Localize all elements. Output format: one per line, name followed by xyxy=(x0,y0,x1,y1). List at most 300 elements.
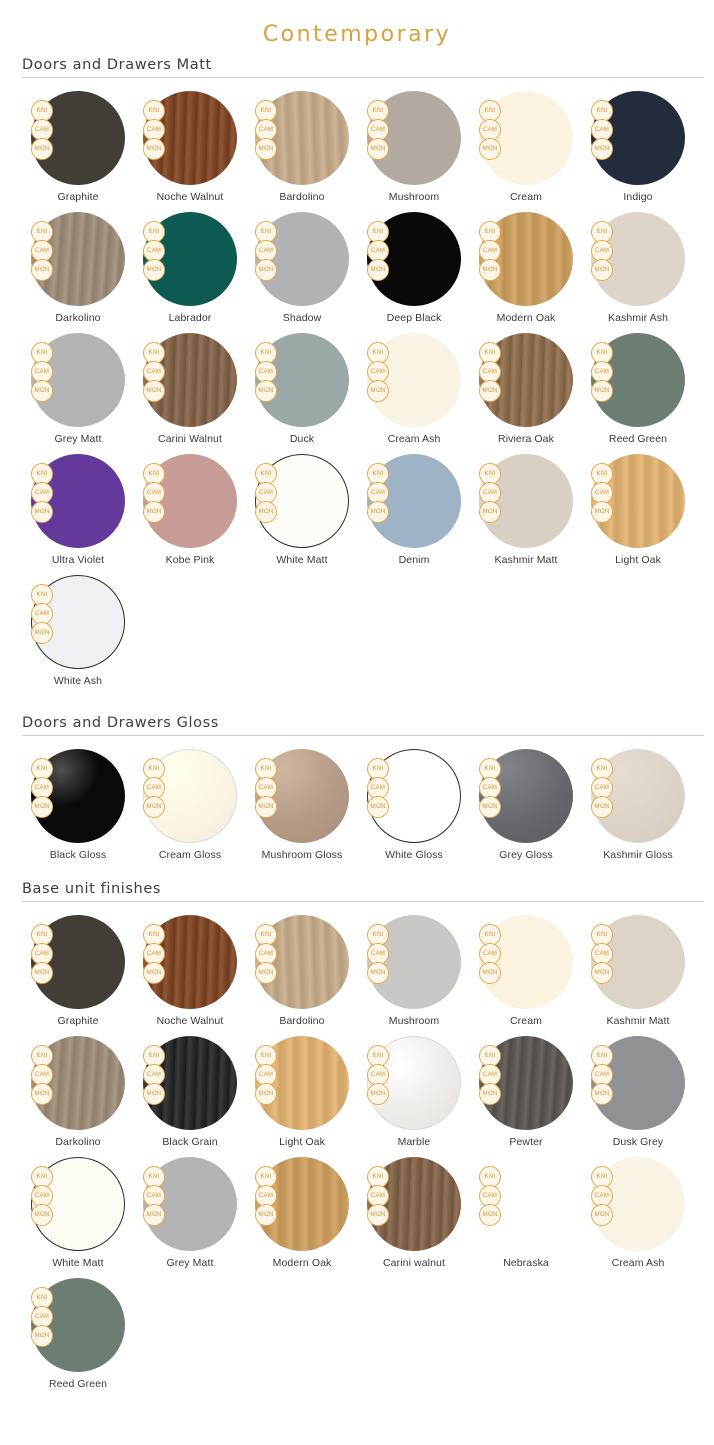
certification-badges xyxy=(137,221,171,278)
swatch-label: Cream Ash xyxy=(611,1257,665,1269)
badge-mon-icon: MON xyxy=(367,501,389,523)
swatch-label: Black Grain xyxy=(162,1136,218,1148)
swatch-item[interactable] xyxy=(246,1152,358,1269)
badge-kni-icon: KNI xyxy=(591,1166,613,1188)
badge-cam-icon: CAM xyxy=(31,1306,53,1328)
badge-mon-icon: MON xyxy=(255,1083,277,1105)
swatch-item[interactable] xyxy=(358,328,470,445)
swatch-disc-wrap xyxy=(474,86,578,190)
badge-cam-icon: CAM xyxy=(479,943,501,965)
certification-badges xyxy=(249,342,283,399)
certification-badges xyxy=(361,1166,395,1223)
badge-cam-icon: CAM xyxy=(31,1064,53,1086)
certification-badges xyxy=(137,342,171,399)
badge-kni-icon: KNI xyxy=(591,924,613,946)
swatch-disc-wrap xyxy=(250,1152,354,1256)
badge-kni-icon: KNI xyxy=(591,463,613,485)
badge-kni-icon: KNI xyxy=(31,584,53,606)
swatch-label: Cream xyxy=(509,191,542,203)
swatch-disc-wrap xyxy=(250,744,354,848)
badge-kni-icon: KNI xyxy=(591,100,613,122)
swatch-label: Shadow xyxy=(282,312,322,324)
badge-kni-icon: KNI xyxy=(591,342,613,364)
swatch-label: Marble xyxy=(397,1136,431,1148)
badge-cam-icon: CAM xyxy=(31,240,53,262)
swatch-disc-wrap xyxy=(26,910,130,1014)
swatch-disc-wrap xyxy=(362,328,466,432)
badge-kni-icon: KNI xyxy=(255,758,277,780)
swatch-disc-wrap xyxy=(138,449,242,553)
swatch-item[interactable] xyxy=(358,207,470,324)
certification-badges xyxy=(249,100,283,157)
badge-kni-icon: KNI xyxy=(367,342,389,364)
badge-kni-icon: KNI xyxy=(591,1045,613,1067)
badge-mon-icon: MON xyxy=(591,259,613,281)
swatch-item[interactable] xyxy=(470,744,582,861)
swatch-label: Reed Green xyxy=(48,1378,108,1390)
certification-badges xyxy=(137,463,171,520)
swatch-item[interactable] xyxy=(134,207,246,324)
swatch-disc-wrap xyxy=(138,1031,242,1135)
section-heading xyxy=(22,51,704,78)
swatch-label: Modern Oak xyxy=(496,312,556,324)
badge-cam-icon: CAM xyxy=(367,1185,389,1207)
badge-cam-icon: CAM xyxy=(255,361,277,383)
swatch-disc-wrap xyxy=(250,910,354,1014)
section-base-unit-finishes xyxy=(0,875,714,1394)
swatch-disc-wrap xyxy=(362,207,466,311)
swatch-disc-wrap xyxy=(474,207,578,311)
swatch-label: Noche Walnut xyxy=(156,191,224,203)
certification-badges xyxy=(585,221,619,278)
badge-cam-icon: CAM xyxy=(367,1064,389,1086)
swatch-label: Denim xyxy=(398,554,430,566)
badge-kni-icon: KNI xyxy=(143,221,165,243)
badge-cam-icon: CAM xyxy=(255,119,277,141)
section-doors-drawers-matt xyxy=(0,51,714,691)
swatch-disc-wrap xyxy=(250,207,354,311)
badge-mon-icon: MON xyxy=(479,962,501,984)
badge-kni-icon: KNI xyxy=(255,221,277,243)
swatch-disc-wrap xyxy=(26,570,130,674)
swatch-label: Carini walnut xyxy=(383,1257,445,1269)
swatch-disc-wrap xyxy=(250,1031,354,1135)
swatch-disc-wrap xyxy=(474,328,578,432)
section-heading-text: Doors and Drawers Gloss xyxy=(22,715,225,731)
certification-badges xyxy=(585,924,619,981)
swatch-disc-wrap xyxy=(26,207,130,311)
swatch-item[interactable] xyxy=(582,910,694,1027)
badge-cam-icon: CAM xyxy=(367,361,389,383)
badge-cam-icon: CAM xyxy=(143,119,165,141)
swatch-item[interactable] xyxy=(470,207,582,324)
swatch-item[interactable] xyxy=(470,1031,582,1148)
swatch-disc-wrap xyxy=(26,1273,130,1377)
swatch-item[interactable] xyxy=(134,328,246,445)
certification-badges xyxy=(25,1287,59,1344)
badge-kni-icon: KNI xyxy=(255,463,277,485)
swatch-item[interactable] xyxy=(246,1031,358,1148)
swatch-item[interactable] xyxy=(470,1152,582,1269)
badge-mon-icon: MON xyxy=(255,962,277,984)
badge-mon-icon: MON xyxy=(479,380,501,402)
swatch-disc-wrap xyxy=(250,449,354,553)
certification-badges xyxy=(25,342,59,399)
swatch-disc-wrap xyxy=(250,328,354,432)
badge-cam-icon: CAM xyxy=(143,1185,165,1207)
badge-kni-icon: KNI xyxy=(367,1045,389,1067)
swatch-item[interactable] xyxy=(134,910,246,1027)
section-heading-text: Base unit finishes xyxy=(22,881,167,897)
swatch-item[interactable] xyxy=(22,1152,134,1269)
badge-cam-icon: CAM xyxy=(591,1185,613,1207)
badge-kni-icon: KNI xyxy=(367,1166,389,1188)
swatch-item[interactable] xyxy=(22,207,134,324)
badge-mon-icon: MON xyxy=(255,259,277,281)
swatch-item[interactable] xyxy=(246,744,358,861)
certification-badges xyxy=(585,342,619,399)
swatch-label: Cream Gloss xyxy=(158,849,222,861)
certification-badges xyxy=(585,1045,619,1102)
swatch-item[interactable] xyxy=(134,86,246,203)
badge-cam-icon: CAM xyxy=(143,240,165,262)
badge-mon-icon: MON xyxy=(591,501,613,523)
badge-cam-icon: CAM xyxy=(143,482,165,504)
badge-kni-icon: KNI xyxy=(591,221,613,243)
swatch-label: Kashmir Matt xyxy=(494,554,558,566)
badge-kni-icon: KNI xyxy=(31,1045,53,1067)
badge-mon-icon: MON xyxy=(255,501,277,523)
badge-cam-icon: CAM xyxy=(255,943,277,965)
swatch-item[interactable] xyxy=(470,449,582,566)
badge-mon-icon: MON xyxy=(255,1204,277,1226)
certification-badges xyxy=(361,463,395,520)
section-heading xyxy=(22,875,704,902)
swatch-item[interactable] xyxy=(22,910,134,1027)
badge-kni-icon: KNI xyxy=(367,221,389,243)
certification-badges xyxy=(25,1166,59,1223)
swatch-label: Pewter xyxy=(509,1136,543,1148)
section-doors-drawers-gloss xyxy=(0,709,714,865)
swatch-item[interactable] xyxy=(582,744,694,861)
swatch-item[interactable] xyxy=(358,1031,470,1148)
certification-badges xyxy=(25,100,59,157)
swatch-item[interactable] xyxy=(22,1031,134,1148)
swatch-item[interactable] xyxy=(582,1152,694,1269)
badge-kni-icon: KNI xyxy=(479,221,501,243)
badge-mon-icon: MON xyxy=(255,138,277,160)
swatch-disc-wrap xyxy=(474,1031,578,1135)
swatch-label: Graphite xyxy=(57,1015,99,1027)
swatch-item[interactable] xyxy=(246,328,358,445)
swatch-label: Labrador xyxy=(168,312,212,324)
badge-mon-icon: MON xyxy=(143,1083,165,1105)
swatch-item[interactable] xyxy=(134,1031,246,1148)
badge-mon-icon: MON xyxy=(479,796,501,818)
badge-kni-icon: KNI xyxy=(367,463,389,485)
swatch-item[interactable] xyxy=(358,1152,470,1269)
certification-badges xyxy=(137,924,171,981)
badge-mon-icon: MON xyxy=(143,138,165,160)
badge-mon-icon: MON xyxy=(143,501,165,523)
certification-badges xyxy=(585,758,619,815)
badge-kni-icon: KNI xyxy=(31,463,53,485)
badge-mon-icon: MON xyxy=(255,380,277,402)
certification-badges xyxy=(249,758,283,815)
certification-badges xyxy=(361,1045,395,1102)
badge-kni-icon: KNI xyxy=(31,1287,53,1309)
badge-mon-icon: MON xyxy=(143,962,165,984)
swatch-label: Bardolino xyxy=(279,1015,325,1027)
certification-badges xyxy=(249,1166,283,1223)
swatch-disc-wrap xyxy=(138,328,242,432)
badge-mon-icon: MON xyxy=(591,962,613,984)
swatch-disc-wrap xyxy=(138,1152,242,1256)
swatch-item[interactable] xyxy=(246,207,358,324)
certification-badges xyxy=(473,221,507,278)
swatch-disc-wrap xyxy=(26,328,130,432)
swatch-item[interactable] xyxy=(582,328,694,445)
badge-cam-icon: CAM xyxy=(31,1185,53,1207)
swatch-disc-wrap xyxy=(26,449,130,553)
badge-kni-icon: KNI xyxy=(31,1166,53,1188)
swatch-item[interactable] xyxy=(358,910,470,1027)
certification-badges xyxy=(137,758,171,815)
swatch-label: Light Oak xyxy=(615,554,661,566)
swatch-item[interactable] xyxy=(22,1273,134,1390)
swatch-disc-wrap xyxy=(26,744,130,848)
badge-mon-icon: MON xyxy=(591,796,613,818)
badge-kni-icon: KNI xyxy=(143,100,165,122)
badge-mon-icon: MON xyxy=(143,1204,165,1226)
swatch-disc-wrap xyxy=(586,207,690,311)
swatch-label: Nebraska xyxy=(503,1257,549,1269)
swatch-label: Carini Walnut xyxy=(158,433,222,445)
swatch-item[interactable] xyxy=(134,1152,246,1269)
badge-mon-icon: MON xyxy=(367,138,389,160)
certification-badges xyxy=(473,342,507,399)
badge-kni-icon: KNI xyxy=(367,100,389,122)
badge-cam-icon: CAM xyxy=(479,361,501,383)
swatch-label: Mushroom Gloss xyxy=(261,849,343,861)
swatch-label: Black Gloss xyxy=(49,849,107,861)
swatch-item[interactable] xyxy=(134,449,246,566)
swatch-disc-wrap xyxy=(138,744,242,848)
swatch-item[interactable] xyxy=(246,449,358,566)
swatch-label: Cream Ash xyxy=(387,433,441,445)
swatch-label: Darkolino xyxy=(55,1136,101,1148)
certification-badges xyxy=(25,758,59,815)
badge-cam-icon: CAM xyxy=(591,240,613,262)
badge-kni-icon: KNI xyxy=(479,1045,501,1067)
badge-cam-icon: CAM xyxy=(591,482,613,504)
swatch-label: White Gloss xyxy=(385,849,443,861)
badge-mon-icon: MON xyxy=(31,796,53,818)
badge-cam-icon: CAM xyxy=(255,482,277,504)
badge-cam-icon: CAM xyxy=(143,777,165,799)
swatch-item[interactable] xyxy=(134,744,246,861)
swatch-item[interactable] xyxy=(470,910,582,1027)
badge-kni-icon: KNI xyxy=(367,758,389,780)
badge-mon-icon: MON xyxy=(591,1204,613,1226)
certification-badges xyxy=(361,100,395,157)
badge-cam-icon: CAM xyxy=(31,603,53,625)
badge-kni-icon: KNI xyxy=(143,1166,165,1188)
badge-mon-icon: MON xyxy=(31,138,53,160)
swatch-disc-wrap xyxy=(474,449,578,553)
badge-mon-icon: MON xyxy=(479,1204,501,1226)
badge-mon-icon: MON xyxy=(591,380,613,402)
badge-mon-icon: MON xyxy=(143,796,165,818)
swatch-label: Cream xyxy=(509,1015,542,1027)
swatch-item[interactable] xyxy=(582,86,694,203)
badge-kni-icon: KNI xyxy=(143,758,165,780)
badge-kni-icon: KNI xyxy=(255,100,277,122)
swatch-label: Light Oak xyxy=(279,1136,325,1148)
swatch-label: Modern Oak xyxy=(272,1257,332,1269)
badge-cam-icon: CAM xyxy=(479,1064,501,1086)
swatch-item[interactable] xyxy=(358,449,470,566)
badge-cam-icon: CAM xyxy=(367,943,389,965)
swatch-item[interactable] xyxy=(582,207,694,324)
swatch-label: Grey Matt xyxy=(166,1257,214,1269)
swatch-item[interactable] xyxy=(22,86,134,203)
certification-badges xyxy=(473,924,507,981)
swatch-label: Reed Green xyxy=(608,433,668,445)
badge-kni-icon: KNI xyxy=(31,758,53,780)
badge-mon-icon: MON xyxy=(367,259,389,281)
swatch-disc-wrap xyxy=(474,1152,578,1256)
swatch-item[interactable] xyxy=(22,570,134,687)
badge-mon-icon: MON xyxy=(143,380,165,402)
badge-mon-icon: MON xyxy=(367,962,389,984)
badge-cam-icon: CAM xyxy=(31,482,53,504)
swatch-label: Darkolino xyxy=(55,312,101,324)
badge-cam-icon: CAM xyxy=(31,119,53,141)
badge-kni-icon: KNI xyxy=(479,342,501,364)
swatch-item[interactable] xyxy=(582,1031,694,1148)
swatch-disc-wrap xyxy=(586,1031,690,1135)
swatch-label: Bardolino xyxy=(279,191,325,203)
certification-badges xyxy=(585,463,619,520)
certification-badges xyxy=(249,221,283,278)
badge-kni-icon: KNI xyxy=(255,924,277,946)
swatch-disc-wrap xyxy=(362,1031,466,1135)
swatch-label: Grey Gloss xyxy=(499,849,553,861)
swatch-item[interactable] xyxy=(358,744,470,861)
swatch-item[interactable] xyxy=(246,86,358,203)
badge-cam-icon: CAM xyxy=(255,1185,277,1207)
badge-kni-icon: KNI xyxy=(143,342,165,364)
certification-badges xyxy=(137,1166,171,1223)
badge-kni-icon: KNI xyxy=(31,342,53,364)
swatch-label: Deep Black xyxy=(386,312,442,324)
badge-cam-icon: CAM xyxy=(591,1064,613,1086)
swatch-disc-wrap xyxy=(362,910,466,1014)
badge-cam-icon: CAM xyxy=(255,240,277,262)
badge-kni-icon: KNI xyxy=(479,463,501,485)
badge-cam-icon: CAM xyxy=(143,1064,165,1086)
swatch-item[interactable] xyxy=(358,86,470,203)
badge-kni-icon: KNI xyxy=(255,1166,277,1188)
swatch-grid-base xyxy=(22,910,704,1394)
swatch-disc-wrap xyxy=(138,86,242,190)
badge-cam-icon: CAM xyxy=(143,361,165,383)
badge-cam-icon: CAM xyxy=(255,1064,277,1086)
swatch-label: Grey Matt xyxy=(54,433,102,445)
certification-badges xyxy=(473,100,507,157)
swatch-label: Kashmir Ash xyxy=(607,312,669,324)
badge-mon-icon: MON xyxy=(31,501,53,523)
badge-cam-icon: CAM xyxy=(367,240,389,262)
swatch-disc-wrap xyxy=(586,744,690,848)
swatch-disc-wrap xyxy=(586,328,690,432)
badge-mon-icon: MON xyxy=(31,962,53,984)
swatch-item[interactable] xyxy=(470,328,582,445)
swatch-label: Mushroom xyxy=(388,191,440,203)
badge-mon-icon: MON xyxy=(367,796,389,818)
badge-mon-icon: MON xyxy=(479,138,501,160)
swatch-label: Kashmir Matt xyxy=(606,1015,670,1027)
swatch-grid-gloss xyxy=(22,744,704,865)
badge-mon-icon: MON xyxy=(143,259,165,281)
badge-mon-icon: MON xyxy=(31,622,53,644)
badge-mon-icon: MON xyxy=(31,1204,53,1226)
badge-cam-icon: CAM xyxy=(591,361,613,383)
swatch-item[interactable] xyxy=(22,449,134,566)
swatch-label: White Ash xyxy=(53,675,103,687)
swatch-disc-wrap xyxy=(138,910,242,1014)
swatch-label: Dusk Grey xyxy=(612,1136,664,1148)
certification-badges xyxy=(473,463,507,520)
badge-cam-icon: CAM xyxy=(591,943,613,965)
swatch-label: Kobe Pink xyxy=(165,554,215,566)
badge-kni-icon: KNI xyxy=(143,1045,165,1067)
badge-cam-icon: CAM xyxy=(479,482,501,504)
certification-badges xyxy=(137,1045,171,1102)
swatch-disc-wrap xyxy=(250,86,354,190)
swatch-item[interactable] xyxy=(582,449,694,566)
section-heading xyxy=(22,709,704,736)
certification-badges xyxy=(361,758,395,815)
swatch-item[interactable] xyxy=(22,328,134,445)
certification-badges xyxy=(361,342,395,399)
swatch-label: Duck xyxy=(289,433,315,445)
badge-kni-icon: KNI xyxy=(479,100,501,122)
swatch-disc-wrap xyxy=(362,1152,466,1256)
swatch-disc-wrap xyxy=(586,1152,690,1256)
swatch-label: White Matt xyxy=(276,554,328,566)
swatch-disc-wrap xyxy=(586,910,690,1014)
swatch-label: Kashmir Gloss xyxy=(603,849,673,861)
swatch-item[interactable] xyxy=(22,744,134,861)
badge-cam-icon: CAM xyxy=(479,240,501,262)
badge-mon-icon: MON xyxy=(367,1204,389,1226)
badge-kni-icon: KNI xyxy=(591,758,613,780)
swatch-label: Graphite xyxy=(57,191,99,203)
badge-mon-icon: MON xyxy=(31,1325,53,1347)
certification-badges xyxy=(473,1045,507,1102)
badge-mon-icon: MON xyxy=(479,501,501,523)
badge-kni-icon: KNI xyxy=(255,1045,277,1067)
swatch-item[interactable] xyxy=(246,910,358,1027)
badge-cam-icon: CAM xyxy=(31,361,53,383)
badge-kni-icon: KNI xyxy=(479,924,501,946)
certification-badges xyxy=(249,463,283,520)
swatch-item[interactable] xyxy=(470,86,582,203)
badge-cam-icon: CAM xyxy=(143,943,165,965)
badge-cam-icon: CAM xyxy=(255,777,277,799)
